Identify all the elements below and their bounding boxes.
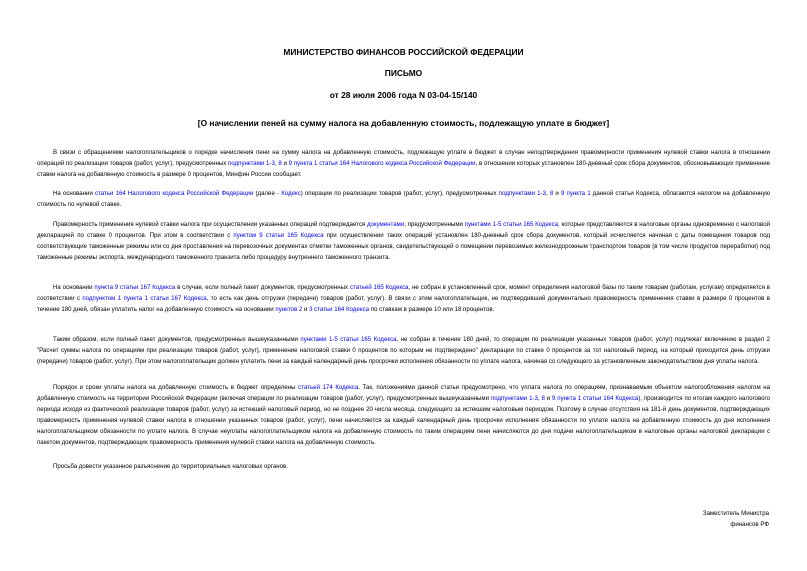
document-date-number: от 28 июля 2006 года N 03-04-15/140 [329,90,478,100]
law-reference-link[interactable]: 8 [278,159,282,167]
law-reference-link[interactable]: 8 [549,190,554,197]
paragraph-tax-base [37,283,770,316]
paragraph-text: Таким образом, если полный пакет документов, предусмотренных вышеуказанными [53,336,301,343]
law-reference-link[interactable]: статьей 165 Кодекса [349,284,409,291]
paragraph-text: В связи с обращениями налогоплательщиков о порядке начисления пени на сумму налога на добавленную стоимость, подлежащую уплате в бюджет в случае неподтверждения правомерности применения нулевой ставки налога в отношении операций по реализации товаров (работ, услуг), предусмотренных [37,149,770,167]
paragraph-text: , не собран в установленный срок, момент определения налоговой базы по таким товарам (работам, услугам) определяется в соответствии с [37,284,770,302]
paragraph-text: по ставкам в размере 10 или 18 процентов. [369,305,495,313]
paragraph-text: , то есть как день отгрузки (передачи) товаров (работ, услуг). В связи с этим налогоплательщик, не подтвердивший документально правомерность применения ставки в размере 0 процентов в течение 180 дней, обязан уплатить налог на добавленную стоимость на основании [37,294,770,313]
law-reference-link[interactable]: пунктом 9 статьи 165 Кодекса [233,231,324,239]
paragraph-text: при осуществлении таких операций установлен 180-дневный срок сбора документов, который исчисляется начиная с даты помещения товаров под соответствующие таможенные режимы или со дня проставления на перевозочных документах отметки таможенных органов, свидетельствующей о помещении перевозимых железнодорожным транспортом товаров (в том числе продуктов переработки) под таможенные режимы экспорта, международного таможенного транзита либо процедуру внутреннего таможенного транзита. [37,231,771,261]
paragraph-penalty [37,335,770,368]
paragraph-text: ), производится по итогам каждого налогового периода исходя из фактической реализации товаров (работ, услуг) за истекший налоговый период, но не позднее 20 числа месяца, следующего за истекшим налоговым периодом. Поэтому в случае отсутствия на 181-й день документов, подтверждающих правомерность применения нулевой ставки налога в отношении указанных товаров (работ, услуг), пени начисляются за каждый календарный день просрочки исполнения обязанности по уплате налога на добавленную стоимость до дня исполнения налогоплательщиком обязанности по уплате налога. В случае неуплаты налогоплательщиком налога на добавленную стоимость по таким операциям пени начисляются до дня подачи налогоплательщиком в налоговые органы налоговой декларации с пакетом документов, подтверждающих правомерность применения нулевой ставки налога на добавленную стоимость. [37,394,770,446]
paragraph-text: Правомерность применения нулевой ставки налога при осуществлении указанных операций подтверждается [53,221,367,228]
paragraph-text: и [553,190,561,197]
document-subject: [О начислении пеней на сумму налога на добавленную стоимость, подлежащую уплате в бюджет] [197,118,610,128]
law-reference-link[interactable]: подпунктами 1-3 [490,394,538,402]
law-reference-link[interactable]: 9 пункта 1 статьи 164 Налогового кодекса Российской Федерации [288,159,476,167]
paragraph-text: , в отношении которых установлен 180-дневный срок сбора документов, обосновывающих применение ставки налога на добавленную стоимость в размере 0 процентов, Минфин России сообщает. [37,159,771,178]
law-reference-link[interactable]: подпунктами 1-3 [228,159,275,167]
paragraph-text: и [544,394,553,402]
paragraph-text: , [537,394,542,402]
paragraph-request [37,462,770,473]
paragraph-text: и [281,159,289,167]
law-reference-link[interactable]: Кодекс [281,190,301,197]
paragraph-text: , [274,159,279,167]
paragraph-text: , предусмотренными [404,221,465,228]
law-reference-link[interactable]: пунктов 2 [275,305,303,313]
law-reference-link[interactable]: статьи 164 Налогового кодекса Российской Федерации [95,190,254,197]
paragraph-text: На основании [53,284,95,291]
signature-position: Заместитель Министра [702,510,769,517]
paragraph-text: , не собран в течение 180 дней, то операции по реализации указанных товаров (работ, услуг) подлежат включению в раздел 2 "Расчет суммы налога по операциям при реализации товаров (работ, услуг), применение налоговой ставки 0 процентов по которым не подтверждено" декларации по ставке 0 процентов за тот налоговый период, на который приходится день отгрузки (передачи) товаров (работ, услуг). При этом налогоплательщик должен уплатить пени за каждый календарный день просрочки исполнения обязанности по уплате налога, начиная со следующего за установленным законодательством дня уплаты налога. [37,336,770,365]
paragraph-text: в случае, если полный пакет документов, предусмотренных [175,284,350,291]
paragraph-text: и [302,305,310,313]
signature-organization: финансов РФ [730,521,769,528]
paragraph-text: На основании [53,190,96,197]
law-reference-link[interactable]: документами [366,221,405,228]
paragraph-text: , [546,190,550,197]
law-reference-link[interactable]: 9 пункта 1 статьи 164 Кодекса [552,394,639,402]
paragraph-text: данной статьи Кодекса, облагаются налогом на добавленную стоимость по нулевой ставке. [37,190,770,208]
law-reference-link[interactable]: подпунктами 1-3 [498,190,546,197]
paragraph-text: (далее - [253,190,282,197]
law-reference-link[interactable]: пункта 9 статьи 167 Кодекса [94,284,176,291]
law-reference-link[interactable]: пунктами 1-5 статьи 165 Кодекса [300,336,397,343]
ministry-heading: МИНИСТЕРСТВО ФИНАНСОВ РОССИЙСКОЙ ФЕДЕРАЦИИ [283,47,524,57]
law-reference-link[interactable]: 3 статьи 164 Кодекса [309,305,370,313]
paragraph-basis [37,189,770,211]
paragraph-text: , которые представляются в налоговые органы одновременно с налоговой декларацией по ставке 0 процентов. При этом в соответствии с [37,221,770,239]
law-reference-link[interactable]: статьей 174 Кодекса [298,384,359,391]
law-reference-link[interactable]: 8 [541,394,545,402]
document-type: ПИСЬМО [384,68,423,78]
paragraph-intro [37,148,770,181]
paragraph-confirmation [37,220,770,264]
paragraph-text: ) операции по реализации товаров (работ, услуг), предусмотренных [300,190,499,197]
law-reference-link[interactable]: 9 пункта 1 [560,190,591,197]
paragraph-text: . Так, положениями данной статьи предусмотрено, что уплата налога по операциям, признаваемым объектом налогообложения налогом на добавленную стоимость на территории Российской Федерации (включая операции по реализации товаров (работ, услуг), предусмотренных вышеуказанными [37,384,770,402]
paragraph-text: Порядок и сроки уплаты налога на добавленную стоимость в бюджет определены [53,384,299,391]
paragraph-payment-order [37,383,770,448]
law-reference-link[interactable]: подпунктом 1 пункта 1 статьи 167 Кодекса [82,294,207,302]
law-reference-link[interactable]: пунктами 1-5 статьи 165 Кодекса [464,221,559,228]
paragraph-text: Просьба довести указанное разъяснение до территориальных налоговых органов. [53,463,288,470]
